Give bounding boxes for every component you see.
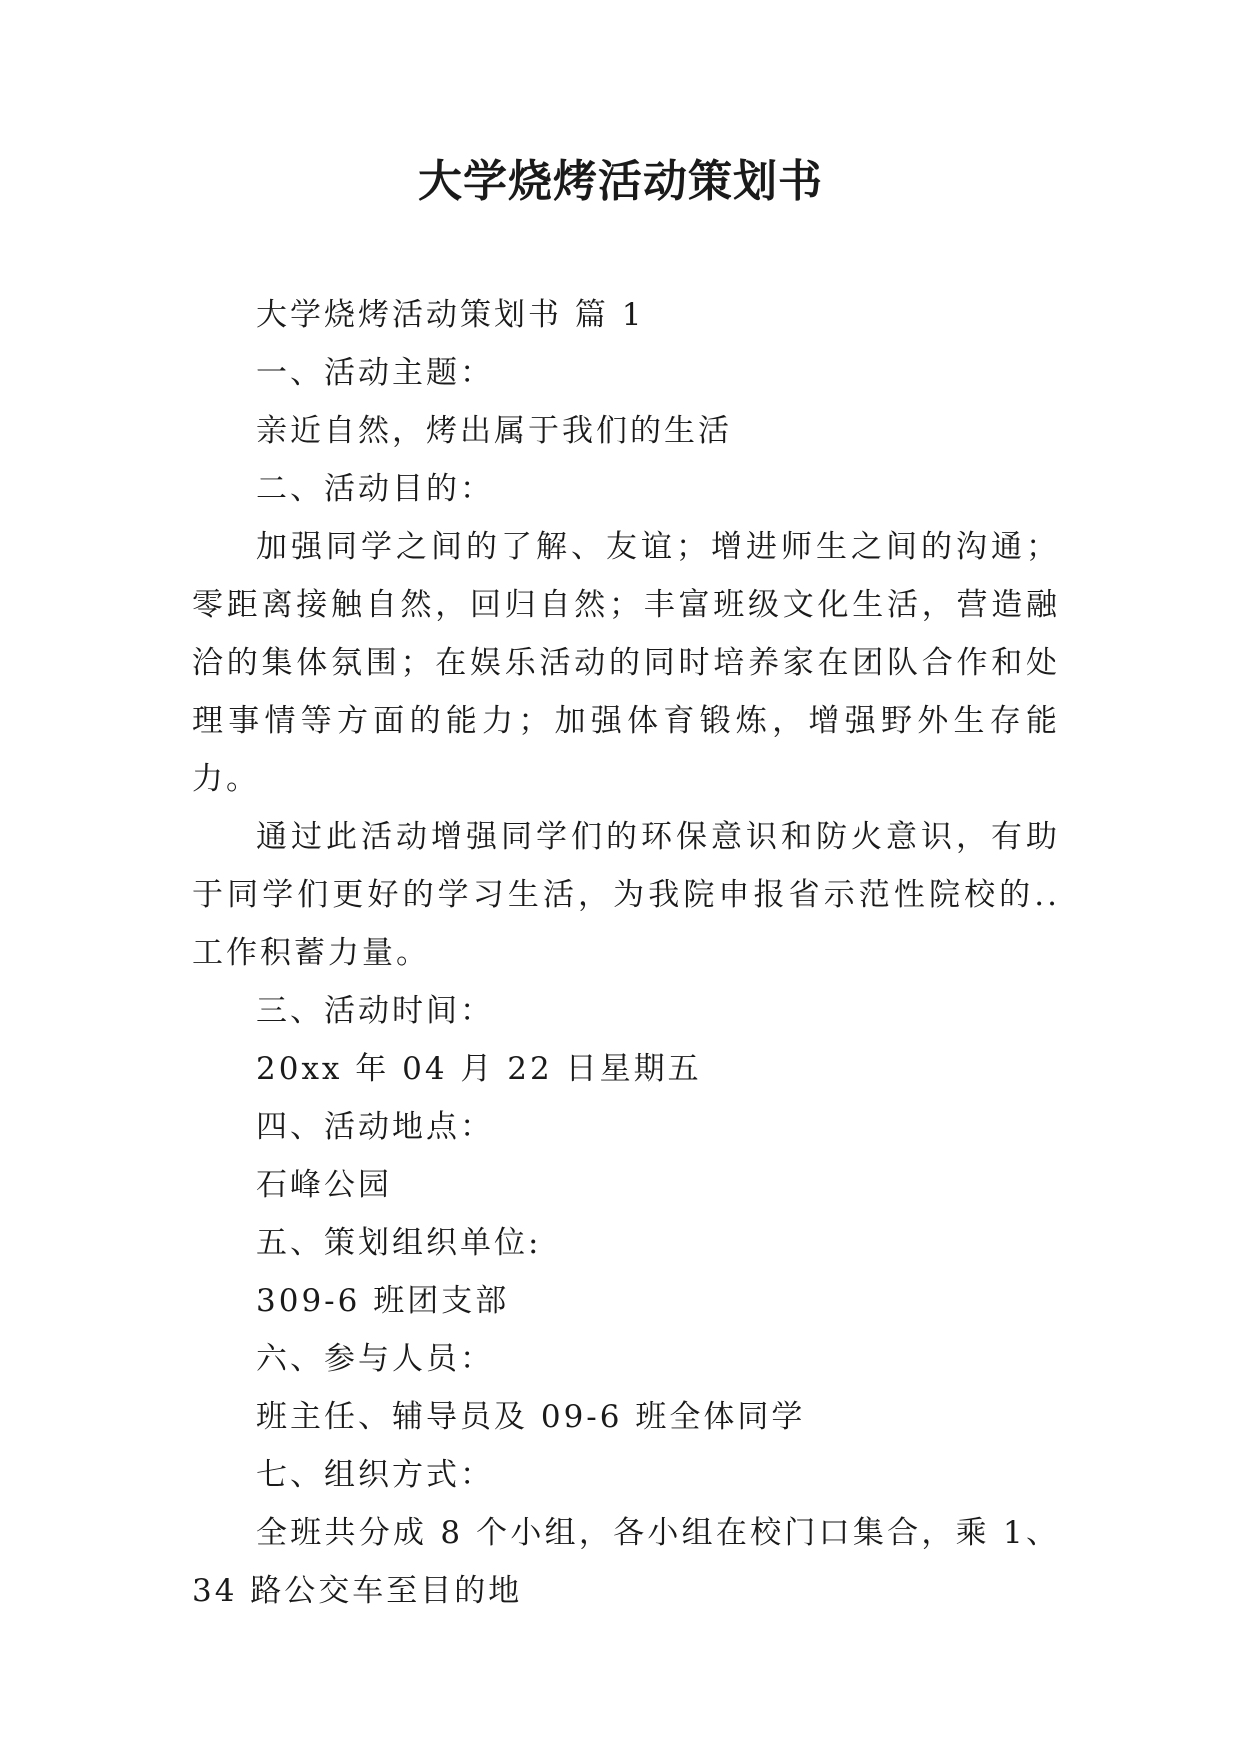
paragraph: 加强同学之间的了解、友谊；增进师生之间的沟通；零距离接触自然，回归自然；丰富班级文化生活，营造融洽的集体氛围；在娱乐活动的同时培养家在团队合作和处理事情等方面的能力；加强体育锻炼，增强野外生存能力。 (192, 529, 1060, 797)
paragraph: 石峰公园 (256, 1167, 392, 1203)
section-heading: 三、活动时间： (256, 993, 494, 1029)
section-heading: 一、活动主题： (256, 355, 494, 391)
paragraph: 20xx 年 04 月 22 日星期五 (256, 1051, 702, 1087)
section-heading: 五、策划组织单位: (256, 1225, 542, 1261)
paragraph: 全班共分成 8 个小组，各小组在校门口集合，乘 1、34 路公交车至目的地 (192, 1515, 1060, 1609)
document-body (192, 286, 1060, 1620)
paragraph: 亲近自然，烤出属于我们的生活 (256, 413, 732, 449)
paragraph: 309-6 班团支部 (256, 1283, 510, 1319)
paragraph: 班主任、辅导员及 09-6 班全体同学 (256, 1399, 806, 1435)
paragraph: 通过此活动增强同学们的环保意识和防火意识，有助于同学们更好的学习生活，为我院申报省示范性院校的..工作积蓄力量。 (192, 819, 1060, 971)
section-heading: 七、组织方式： (256, 1457, 494, 1493)
section-heading: 六、参与人员： (256, 1341, 494, 1377)
section-heading: 四、活动地点： (256, 1109, 494, 1145)
section-heading: 大学烧烤活动策划书 篇 1 (256, 297, 645, 333)
document-title: 大学烧烤活动策划书 (418, 156, 823, 207)
section-heading: 二、活动目的： (256, 471, 494, 507)
